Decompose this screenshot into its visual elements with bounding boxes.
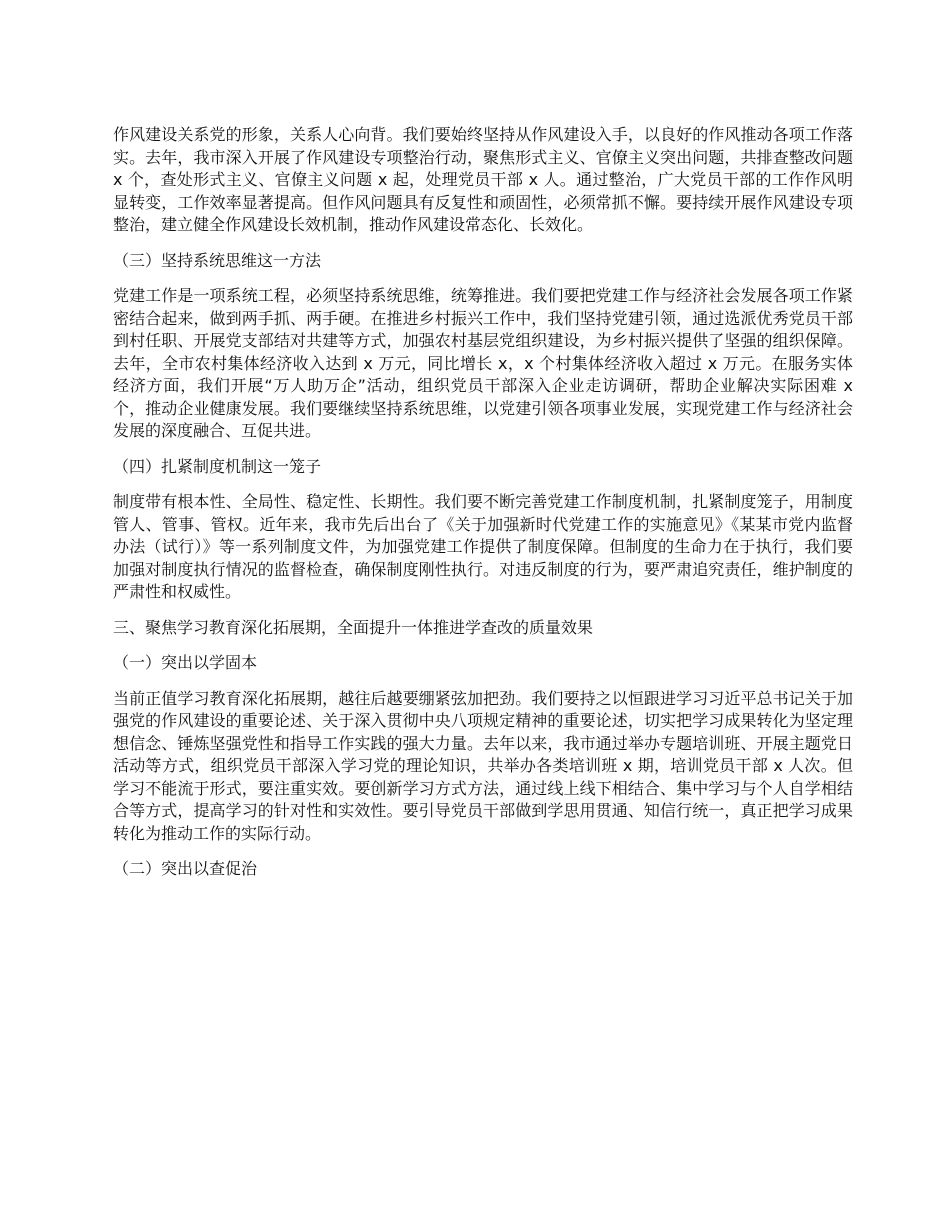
paragraph-style-building: 作风建设关系党的形象，关系人心向背。我们要始终坚持从作风建设入手，以良好的作风推动各项工作落实。去年，我市深入开展了作风建设专项整治行动，聚焦形式主义、官僚主义突出问题，共排查整改问题 x 个，查处形式主义、官僚主义问题 x 起，处理党员干部 x 人。通过整治，广大党员干部的工作作风明显转变，工作效率显著提高。但作风问题具有反复性和顽固性，必须常抓不懈。要持续开展作风建设专项整治，建立健全作风建设长效机制，推动作风建设常态化、长效化。 [113, 125, 853, 234]
heading-systems-thinking: （三）坚持系统思维这一方法 [113, 250, 322, 270]
paragraph-learning: 当前正值学习教育深化拓展期，越往后越要绷紧弦加把劲。我们要持之以恒跟进学习习近平总书记关于加强党的作风建设的重要论述、关于深入贯彻中央八项规定精神的重要论述，切实把学习成果转化为坚定理想信念、锤炼坚强党性和指导工作实践的强大力量。去年以来，我市通过举办专题培训班、开展主题党日活动等方式，组织党员干部深入学习党的理论知识，共举办各类培训班 x 期，培训党员干部 x 人次。但学习不能流于形式，要注重实效。要创新学习方式方法，通过线上线下相结合、集中学习与个人自学相结合等方式，提高学习的针对性和实效性。要引导党员干部做到学思用贯通、知信行统一，真正把学习成果转化为推动工作的实际行动。 [113, 688, 853, 843]
document-body [113, 124, 853, 894]
paragraph-systems-thinking: 党建工作是一项系统工程，必须坚持系统思维，统筹推进。我们要把党建工作与经济社会发展各项工作紧密结合起来，做到两手抓、两手硬。在推进乡村振兴工作中，我们坚持党建引领，通过选派优秀党员干部到村任职、开展党支部结对共建等方式，加强农村基层党组织建设，为乡村振兴提供了坚强的组织保障。去年，全市农村集体经济收入达到 x 万元，同比增长 x，x 个村集体经济收入超过 x 万元。在服务实体经济方面，我们开展“万人助万企”活动，组织党员干部深入企业走访调研，帮助企业解决实际困难 x 个，推动企业健康发展。我们要继续坚持系统思维，以党建引领各项事业发展，实现党建工作与经济社会发展的深度融合、互促共进。 [113, 286, 853, 440]
heading-institutional-mechanism: （四）扎紧制度机制这一笼子 [113, 456, 322, 476]
heading-inspection: （二）突出以查促治 [113, 859, 258, 878]
heading-section-three: 三、聚焦学习教育深化拓展期，全面提升一体推进学查改的质量效果 [113, 617, 594, 637]
paragraph-institutional-mechanism: 制度带有根本性、全局性、稳定性、长期性。我们要不断完善党建工作制度机制，扎紧制度笼子，用制度管人、管事、管权。近年来，我市先后出台了《关于加强新时代党建工作的实施意见》《某某市党内监督办法（试行）》等一系列制度文件，为加强党建工作提供了制度保障。但制度的生命力在于执行，我们要加强对制度执行情况的监督检查，确保制度刚性执行。对违反制度的行为，要严肃追究责任，维护制度的严肃性和权威性。 [113, 492, 853, 601]
heading-learning: （一）突出以学固本 [113, 653, 258, 672]
